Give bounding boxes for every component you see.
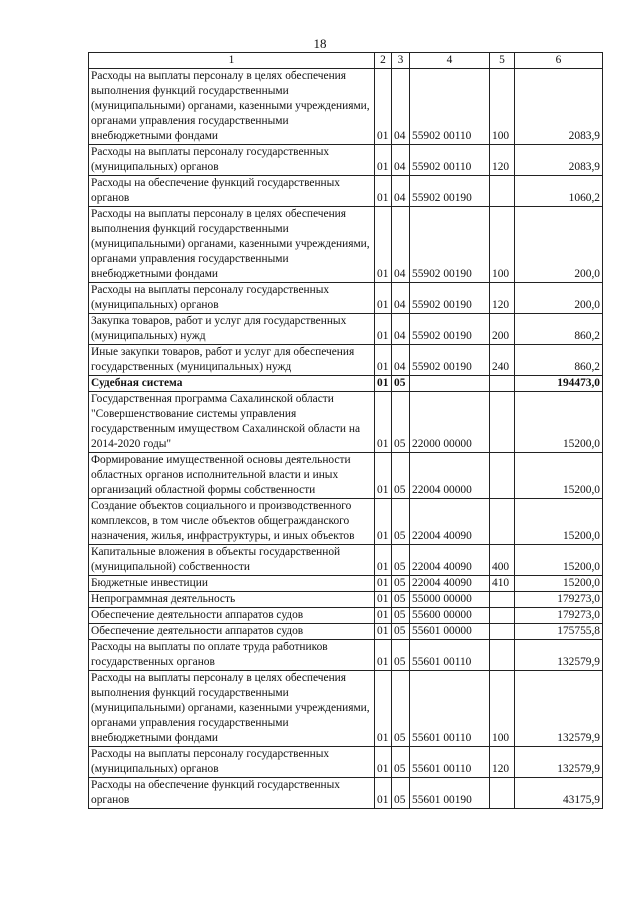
table-row [89, 671, 603, 747]
amount-cell: 200,0 [515, 283, 603, 314]
expense-name-cell: Расходы на выплаты персоналу государственных (муниципальных) органов [89, 145, 375, 176]
subsection-code-cell: 05 [392, 608, 410, 624]
expense-type-cell [490, 592, 515, 608]
target-article-cell: 55601 00000 [410, 624, 490, 640]
table-row [89, 608, 603, 624]
expense-type-cell [490, 640, 515, 671]
expense-name-cell: Судебная система [89, 376, 375, 392]
amount-cell: 194473,0 [515, 376, 603, 392]
section-code-cell: 01 [375, 392, 392, 453]
expense-name-cell: Обеспечение деятельности аппаратов судов [89, 624, 375, 640]
table-row [89, 283, 603, 314]
target-article-cell: 55902 00190 [410, 207, 490, 283]
target-article-cell: 55601 00190 [410, 778, 490, 809]
target-article-cell: 55000 00000 [410, 592, 490, 608]
expense-name-cell: Расходы на обеспечение функций государственных органов [89, 176, 375, 207]
target-article-cell: 55902 00110 [410, 69, 490, 145]
page-number: 18 [313, 36, 327, 51]
expense-type-cell [490, 453, 515, 499]
subsection-code-cell: 05 [392, 640, 410, 671]
subsection-code-cell: 05 [392, 576, 410, 592]
table-row [89, 640, 603, 671]
expense-name-cell: Закупка товаров, работ и услуг для государственных (муниципальных) нужд [89, 314, 375, 345]
target-article-cell: 55902 00190 [410, 176, 490, 207]
subsection-code-cell: 05 [392, 499, 410, 545]
section-code-cell: 01 [375, 640, 392, 671]
section-code-cell: 01 [375, 778, 392, 809]
subsection-code-cell: 05 [392, 624, 410, 640]
expense-type-cell [490, 376, 515, 392]
amount-cell: 15200,0 [515, 392, 603, 453]
subsection-code-cell: 05 [392, 592, 410, 608]
amount-cell: 2083,9 [515, 145, 603, 176]
section-code-cell: 01 [375, 207, 392, 283]
section-code-cell: 01 [375, 545, 392, 576]
amount-cell: 132579,9 [515, 671, 603, 747]
section-code-cell: 01 [375, 69, 392, 145]
expense-type-cell: 120 [490, 145, 515, 176]
section-code-cell: 01 [375, 576, 392, 592]
subsection-code-cell: 04 [392, 69, 410, 145]
amount-cell: 1060,2 [515, 176, 603, 207]
table-row [89, 747, 603, 778]
header-cell: 2 [375, 53, 392, 69]
target-article-cell [410, 376, 490, 392]
section-code-cell: 01 [375, 345, 392, 376]
table-row [89, 376, 603, 392]
subsection-code-cell: 05 [392, 545, 410, 576]
subsection-code-cell: 04 [392, 145, 410, 176]
table-row [89, 69, 603, 145]
section-code-cell: 01 [375, 176, 392, 207]
expense-name-cell: Формирование имущественной основы деятельности областных органов исполнительной власти и иных организаций областной формы собственности [89, 453, 375, 499]
table-row [89, 453, 603, 499]
amount-cell: 200,0 [515, 207, 603, 283]
expense-name-cell: Расходы на выплаты по оплате труда работников государственных органов [89, 640, 375, 671]
expense-name-cell: Государственная программа Сахалинской области "Совершенствование системы управления государственным имуществом Сахалинской области на 2014-2020 годы" [89, 392, 375, 453]
header-cell: 4 [410, 53, 490, 69]
section-code-cell: 01 [375, 145, 392, 176]
amount-cell: 132579,9 [515, 640, 603, 671]
amount-cell: 132579,9 [515, 747, 603, 778]
budget-table [88, 52, 603, 809]
table-row [89, 624, 603, 640]
target-article-cell: 22004 40090 [410, 576, 490, 592]
header-row [89, 53, 603, 69]
section-code-cell: 01 [375, 624, 392, 640]
table-row [89, 499, 603, 545]
expense-name-cell: Расходы на выплаты персоналу государственных (муниципальных) органов [89, 747, 375, 778]
table-row [89, 207, 603, 283]
table-row [89, 176, 603, 207]
header-cell: 3 [392, 53, 410, 69]
amount-cell: 15200,0 [515, 545, 603, 576]
target-article-cell: 55902 00110 [410, 145, 490, 176]
expense-name-cell: Расходы на выплаты персоналу в целях обеспечения выполнения функций государственными (муниципальными) органами, казенными учреждениями, органами управления государственными внебюджетными фондами [89, 69, 375, 145]
target-article-cell: 55601 00110 [410, 671, 490, 747]
amount-cell: 179273,0 [515, 608, 603, 624]
table-row [89, 145, 603, 176]
expense-type-cell: 400 [490, 545, 515, 576]
expense-type-cell: 100 [490, 207, 515, 283]
amount-cell: 860,2 [515, 345, 603, 376]
target-article-cell: 55601 00110 [410, 747, 490, 778]
table-row [89, 314, 603, 345]
expense-type-cell [490, 499, 515, 545]
section-code-cell: 01 [375, 453, 392, 499]
subsection-code-cell: 05 [392, 778, 410, 809]
subsection-code-cell: 04 [392, 314, 410, 345]
expense-name-cell: Бюджетные инвестиции [89, 576, 375, 592]
target-article-cell: 22004 00000 [410, 453, 490, 499]
expense-type-cell: 240 [490, 345, 515, 376]
expense-type-cell [490, 624, 515, 640]
subsection-code-cell: 04 [392, 345, 410, 376]
header-cell: 6 [515, 53, 603, 69]
expense-type-cell: 100 [490, 671, 515, 747]
subsection-code-cell: 05 [392, 671, 410, 747]
target-article-cell: 55600 00000 [410, 608, 490, 624]
table-row [89, 778, 603, 809]
target-article-cell: 55902 00190 [410, 283, 490, 314]
expense-name-cell: Обеспечение деятельности аппаратов судов [89, 608, 375, 624]
expense-name-cell: Капитальные вложения в объекты государственной (муниципальной) собственности [89, 545, 375, 576]
section-code-cell: 01 [375, 671, 392, 747]
expense-type-cell: 100 [490, 69, 515, 145]
header-cell: 5 [490, 53, 515, 69]
expense-name-cell: Непрограммная деятельность [89, 592, 375, 608]
amount-cell: 175755,8 [515, 624, 603, 640]
expense-name-cell: Расходы на выплаты персоналу в целях обеспечения выполнения функций государственными (муниципальными) органами, казенными учреждениями, органами управления государственными внебюджетными фондами [89, 207, 375, 283]
expense-name-cell: Создание объектов социального и производственного комплексов, в том числе объектов общегражданского назначения, жилья, инфраструктуры, и иных объектов [89, 499, 375, 545]
table-row [89, 392, 603, 453]
section-code-cell: 01 [375, 747, 392, 778]
target-article-cell: 55902 00190 [410, 345, 490, 376]
expense-type-cell [490, 392, 515, 453]
amount-cell: 15200,0 [515, 499, 603, 545]
expense-type-cell: 410 [490, 576, 515, 592]
amount-cell: 179273,0 [515, 592, 603, 608]
subsection-code-cell: 04 [392, 283, 410, 314]
subsection-code-cell: 05 [392, 376, 410, 392]
table-row [89, 576, 603, 592]
amount-cell: 43175,9 [515, 778, 603, 809]
subsection-code-cell: 05 [392, 392, 410, 453]
table-row [89, 592, 603, 608]
header-cell: 1 [89, 53, 375, 69]
section-code-cell: 01 [375, 608, 392, 624]
subsection-code-cell: 04 [392, 207, 410, 283]
subsection-code-cell: 04 [392, 176, 410, 207]
target-article-cell: 22004 40090 [410, 499, 490, 545]
expense-type-cell [490, 176, 515, 207]
target-article-cell: 22004 40090 [410, 545, 490, 576]
expense-name-cell: Расходы на выплаты персоналу государственных (муниципальных) органов [89, 283, 375, 314]
expense-name-cell: Расходы на обеспечение функций государственных органов [89, 778, 375, 809]
section-code-cell: 01 [375, 283, 392, 314]
expense-name-cell: Расходы на выплаты персоналу в целях обеспечения выполнения функций государственными (муниципальными) органами, казенными учреждениями, органами управления государственными внебюджетными фондами [89, 671, 375, 747]
amount-cell: 15200,0 [515, 453, 603, 499]
expense-type-cell: 120 [490, 283, 515, 314]
section-code-cell: 01 [375, 376, 392, 392]
target-article-cell: 55902 00190 [410, 314, 490, 345]
target-article-cell: 55601 00110 [410, 640, 490, 671]
section-code-cell: 01 [375, 499, 392, 545]
table-row [89, 545, 603, 576]
target-article-cell: 22000 00000 [410, 392, 490, 453]
amount-cell: 2083,9 [515, 69, 603, 145]
section-code-cell: 01 [375, 314, 392, 345]
expense-name-cell: Иные закупки товаров, работ и услуг для обеспечения государственных (муниципальных) нужд [89, 345, 375, 376]
section-code-cell: 01 [375, 592, 392, 608]
subsection-code-cell: 05 [392, 453, 410, 499]
amount-cell: 860,2 [515, 314, 603, 345]
subsection-code-cell: 05 [392, 747, 410, 778]
expense-type-cell [490, 778, 515, 809]
expense-type-cell: 200 [490, 314, 515, 345]
expense-type-cell: 120 [490, 747, 515, 778]
table-row [89, 345, 603, 376]
expense-type-cell [490, 608, 515, 624]
amount-cell: 15200,0 [515, 576, 603, 592]
